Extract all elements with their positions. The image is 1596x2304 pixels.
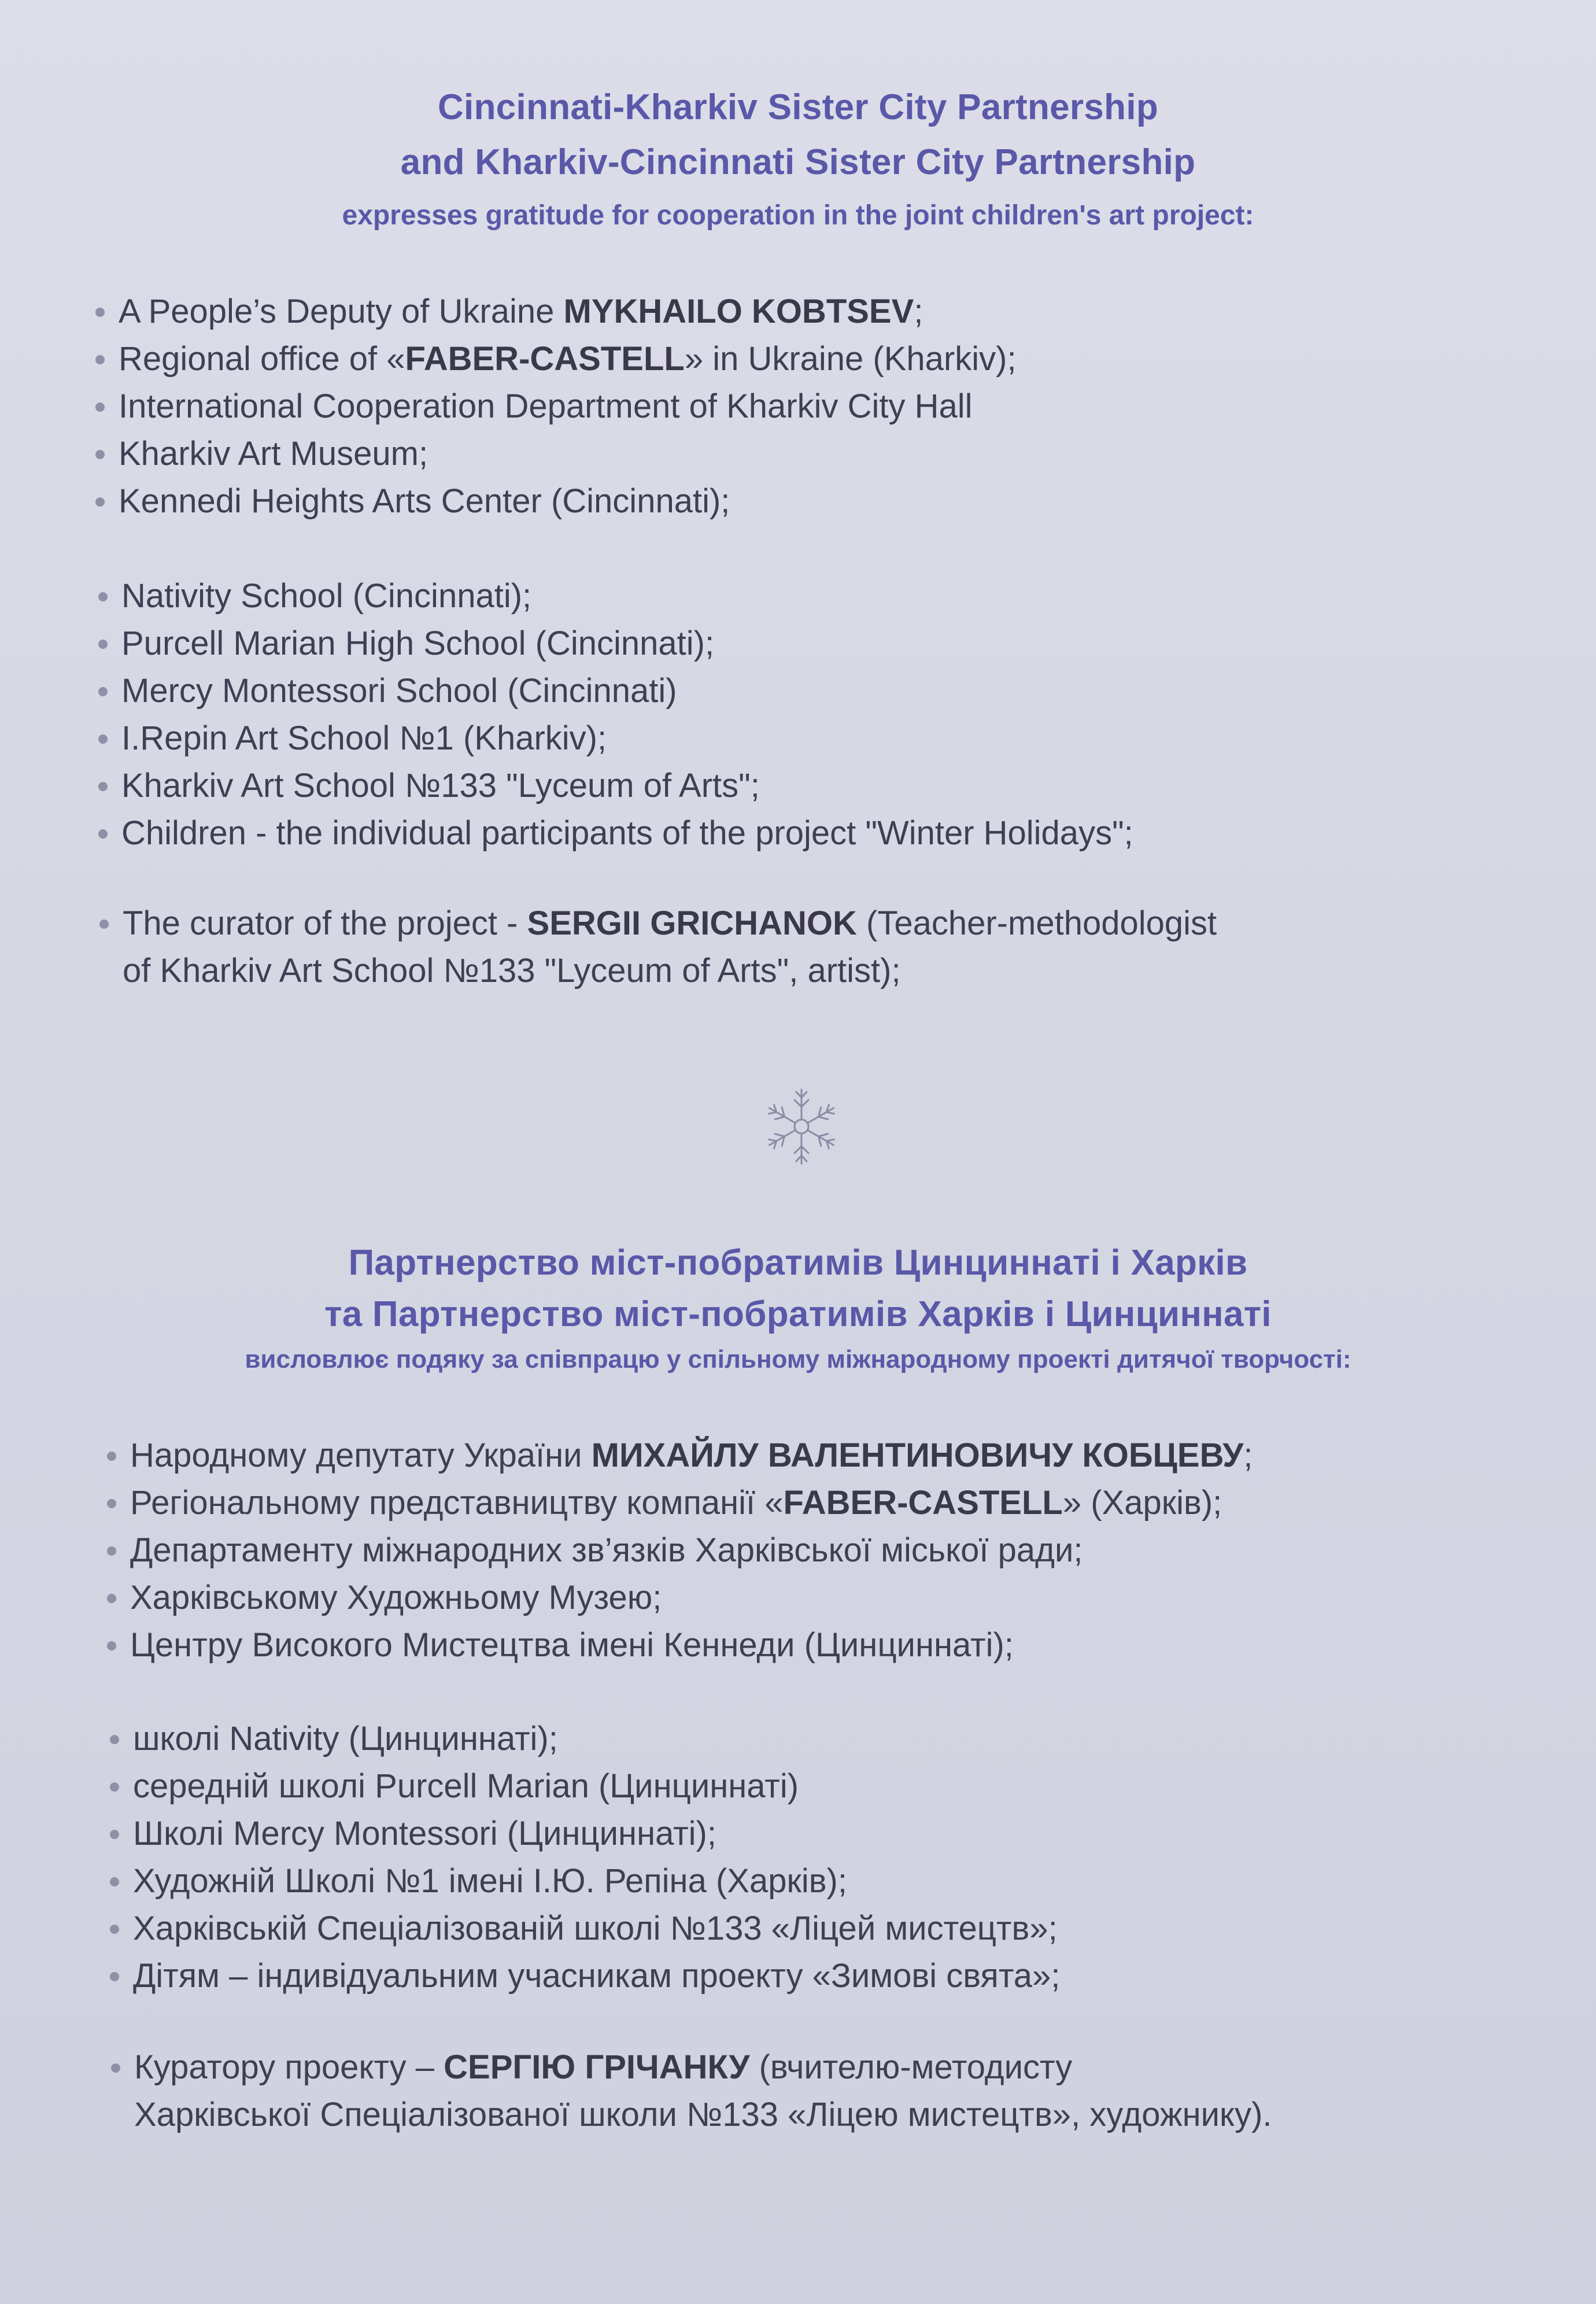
- ukrainian-partners-list: [107, 1432, 1253, 1669]
- list-item: Харківській Спеціалізованій школі №133 «Ліцей мистецтв»;: [110, 1905, 1060, 1952]
- list-item: Центру Високого Мистецтва імені Кеннеди (Цинциннаті);: [107, 1622, 1253, 1669]
- english-subheading: expresses gratitude for cooperation in the joint children's art project:: [342, 200, 1254, 231]
- ukrainian-heading-line1: Партнерство міст-побратимів Цинциннаті і Харків: [348, 1243, 1248, 1283]
- list-item: Regional office of «FABER-CASTELL» in Ukraine (Kharkiv);: [95, 335, 1017, 383]
- english-curator: [99, 900, 1217, 995]
- bullet-icon: [107, 1594, 116, 1603]
- bullet-icon: [98, 640, 108, 649]
- list-item-continuation: of Kharkiv Art School №133 "Lyceum of Arts", artist);: [123, 952, 901, 989]
- bullet-icon: [95, 355, 105, 364]
- list-item: Nativity School (Cincinnati);: [98, 573, 1133, 620]
- list-item: Народному депутату України МИХАЙЛУ ВАЛЕНТИНОВИЧУ КОБЦЕВУ;: [107, 1432, 1253, 1479]
- list-item: A People’s Deputy of Ukraine MYKHAILO KOBTSEV;: [95, 288, 1017, 335]
- list-item-continuation: Харківської Спеціалізованої школи №133 «Ліцею мистецтв», художнику).: [134, 2096, 1272, 2133]
- bullet-icon: [98, 782, 108, 791]
- bullet-icon: [107, 1546, 116, 1556]
- list-item: середній школі Purcell Marian (Цинциннаті): [110, 1763, 1060, 1810]
- bullet-icon: [107, 1452, 116, 1461]
- bullet-icon: [107, 1499, 116, 1508]
- english-heading-line1: Cincinnati-Kharkiv Sister City Partnership: [437, 87, 1159, 127]
- list-item: Департаменту міжнародних зв’язків Харківської міської ради;: [107, 1527, 1253, 1574]
- bullet-icon: [110, 1925, 119, 1934]
- bullet-icon: [98, 734, 108, 744]
- ukrainian-schools-list: [110, 1715, 1060, 2000]
- bullet-icon: [110, 1782, 119, 1792]
- list-item: Школі Mercy Montessori (Цинциннаті);: [110, 1810, 1060, 1858]
- bullet-icon: [98, 592, 108, 601]
- bullet-icon: [98, 687, 108, 696]
- bullet-icon: [110, 1972, 119, 1981]
- bullet-icon: [110, 1877, 119, 1886]
- list-item: Kennedi Heights Arts Center (Cincinnati);: [95, 478, 1017, 525]
- list-item: Художній Школі №1 імені І.Ю. Репіна (Харків);: [110, 1858, 1060, 1905]
- list-item: Mercy Montessori School (Cincinnati): [98, 667, 1133, 715]
- list-item: International Cooperation Department of Kharkiv City Hall: [95, 383, 1017, 430]
- bullet-icon: [111, 2063, 120, 2073]
- bullet-icon: [99, 920, 109, 929]
- bullet-icon: [107, 1641, 116, 1651]
- bullet-icon: [95, 403, 105, 412]
- ukrainian-subheading: висловлює подяку за співпрацю у спільному міжнародному проекті дитячої творчості:: [245, 1345, 1351, 1373]
- ukrainian-heading-line2: та Партнерство міст-побратимів Харків і Цинциннаті: [324, 1294, 1272, 1334]
- english-heading-line2: and Kharkiv-Cincinnati Sister City Partnership: [400, 142, 1196, 182]
- english-partners-list: [95, 288, 1017, 525]
- list-item: Харківському Художньому Музею;: [107, 1574, 1253, 1622]
- bullet-icon: [110, 1735, 119, 1744]
- bullet-icon: [95, 497, 105, 507]
- list-item: Регіональному представництву компанії «FABER-CASTELL» (Харків);: [107, 1479, 1253, 1527]
- bullet-icon: [95, 308, 105, 317]
- snowflake-icon: [761, 1086, 842, 1167]
- bullet-icon: [98, 829, 108, 839]
- bullet-icon: [110, 1830, 119, 1839]
- list-item: Kharkiv Art Museum;: [95, 430, 1017, 478]
- bullet-icon: [95, 450, 105, 459]
- list-item: I.Repin Art School №1 (Kharkiv);: [98, 715, 1133, 762]
- list-item: школі Nativity (Цинциннаті);: [110, 1715, 1060, 1763]
- list-item: Дітям – індивідуальним учасникам проекту «Зимові свята»;: [110, 1952, 1060, 2000]
- ukrainian-curator: [111, 2044, 1272, 2139]
- list-item: Purcell Marian High School (Cincinnati);: [98, 620, 1133, 667]
- list-item: Children - the individual participants of the project "Winter Holidays";: [98, 810, 1133, 857]
- list-item: Куратору проекту – СЕРГІЮ ГРІЧАНКУ (вчителю-методисту: [111, 2044, 1272, 2091]
- list-item: Kharkiv Art School №133 "Lyceum of Arts";: [98, 762, 1133, 810]
- english-schools-list: [98, 573, 1133, 857]
- list-item: The curator of the project - SERGII GRICHANOK (Teacher-methodologist: [99, 900, 1217, 947]
